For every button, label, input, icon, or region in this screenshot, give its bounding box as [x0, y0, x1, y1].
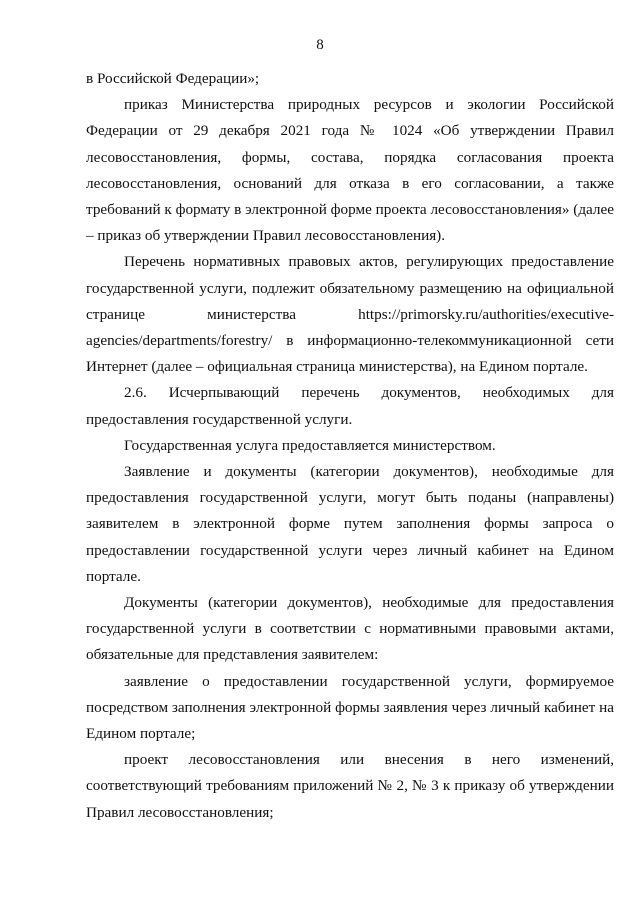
paragraph-section-2-6: 2.6. Исчерпывающий перечень документов, необходимых для предоставления государственной услуги. [86, 384, 614, 428]
paragraph-required-documents: Документы (категории документов), необходимые для предоставления государственной услуги в соответствии с нормативными правовыми актами, обязательные для представления заявителем: [86, 594, 614, 664]
page-number: 8 [316, 37, 324, 53]
paragraph-application-submission: Заявление и документы (категории документов), необходимые для предоставления государственной услуги, могут быть поданы (направлены) заявителем в электронной форме путем заполнения формы запроса о предоставлении государственной услуги через личный кабинет на Едином портале. [86, 463, 614, 585]
paragraph-continuation: в Российской Федерации»; [86, 70, 260, 87]
paragraph-application-form: заявление о предоставлении государственной услуги, формируемое посредством заполнения электронной формы заявления через личный кабинет на Едином портале; [86, 672, 614, 743]
paragraph-legal-acts-list: Перечень нормативных правовых актов, регулирующих предоставление государственной услуги, подлежит обязательному размещению на официальной странице министерства https://primorsky.ru/authorities/executive-agencies/departments/forestry/ в информационно-телекоммуникационной сети Интернет (далее – официальная страница министерства), на Едином портале. [86, 253, 614, 376]
document-body [86, 66, 614, 826]
paragraph-service-provider: Государственная услуга предоставляется министерством. [124, 436, 496, 454]
paragraph-reforestation-project: проект лесовосстановления или внесения в него изменений, соответствующий требованиям приложений № 2, № 3 к приказу об утверждении Правил лесовосстановления; [86, 751, 614, 821]
paragraph-order-1024: приказ Министерства природных ресурсов и экологии Российской Федерации от 29 декабря 2021 года № 1024 «Об утверждении Правил лесовосстановления, формы, состава, порядка согласования проекта лесовосстановления, оснований для отказа в его согласовании, а также требований к формату в электронной форме проекта лесовосстановления» (далее – приказ об утверждении Правил лесовосстановления). [86, 96, 614, 245]
